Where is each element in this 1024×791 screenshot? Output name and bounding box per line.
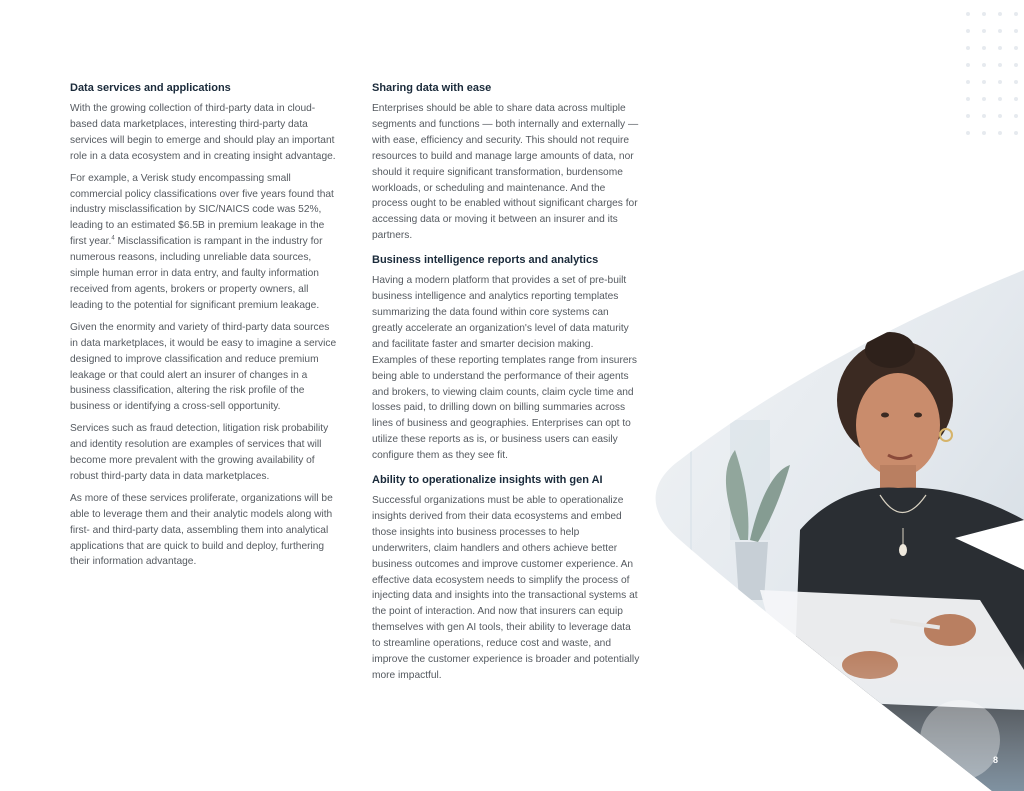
section-sharing-data <box>372 80 640 244</box>
decorative-dot <box>982 80 986 84</box>
paragraph: Successful organizations must be able to operationalize insights derived from their data ecosystems and embed those insights into business processes to help underwriters, claim handlers and others achieve better business outcomes and improve customer experience. An effective data ecosystem needs to simplify the process of injecting data and insights into the transactional systems at the point of interaction. And now that insurers can equip themselves with gen AI tools, their ability to leverage data to streamline operations, reduce cost and waste, and improve the customer experience is broader and potentially more impactful. <box>372 495 640 681</box>
decorative-dot <box>1014 29 1018 33</box>
decorative-dot <box>1014 63 1018 67</box>
paragraph: As more of these services proliferate, organizations will be able to leverage them and their analytic models along with first- and third-party data, assembling them into analytical applications that are quick to build and deploy, furthering their information advantage. <box>70 492 333 568</box>
decorative-dot <box>966 97 970 101</box>
decorative-dot <box>1014 80 1018 84</box>
dot-grid-decoration <box>964 0 1024 150</box>
decorative-dot <box>998 97 1002 101</box>
decorative-dot <box>966 63 970 67</box>
decorative-dot <box>966 29 970 33</box>
decorative-dot <box>998 131 1002 135</box>
paragraph-text-cont: Misclassification is rampant in the industry for numerous reasons, including unreliable data sources, simple human error in data entry, and faulty information received from agents, brokers or property owners, all leading to the potential for significant premium leakage. <box>70 236 323 311</box>
decorative-dot <box>1014 114 1018 118</box>
decorative-dot <box>998 63 1002 67</box>
decorative-dot <box>1014 131 1018 135</box>
decorative-dot <box>982 29 986 33</box>
paragraph-text: For example, a Verisk study encompassing small commercial policy classifications over five years found that industry misclassification by SIC/NAICS code was 52%, leading to an estimated $6.5B in premium leakage in the first year. <box>70 172 334 248</box>
middle-column <box>372 80 640 692</box>
decorative-dot <box>998 12 1002 16</box>
decorative-dot <box>1014 97 1018 101</box>
decorative-dot <box>1014 12 1018 16</box>
decorative-dot <box>982 46 986 50</box>
heading-bi-reports: Business intelligence reports and analytics <box>372 254 599 267</box>
paragraph: Having a modern platform that provides a set of pre-built business intelligence and analytics reporting templates summarizing the data found within core systems can greatly accelerate an organization's level of data maturity and facilitate faster and smarter decision making. Examples of these reporting templates range from insurers being able to understand the performance of their agents and brokers, to viewing claim counts, claim cycle time and losses paid, to drilling down on billing summaries across lines of business and geographies. Enterprises can opt to utilize these reports as is, or business users can easily configure them as they see fit. <box>372 275 637 462</box>
decorative-dot <box>982 114 986 118</box>
decorative-dot <box>966 114 970 118</box>
decorative-dot <box>998 80 1002 84</box>
decorative-dot <box>982 97 986 101</box>
decorative-dot <box>982 63 986 67</box>
paragraph: With the growing collection of third-party data in cloud-based data marketplaces, interesting third-party data services will begin to emerge and should play an important role in a data ecosystem and in creating insight advantage. <box>70 103 336 162</box>
decorative-dot <box>966 12 970 16</box>
decorative-dot <box>982 131 986 135</box>
paragraph: Enterprises should be able to share data across multiple segments and functions — both internally and externally — with ease, efficiency and security. This should not require resources to build and manage large amounts of data, nor should it require significant transformation, burdensome workloads, or scheduling and maintenance. And the process ought to be enabled without significant charges for accessing data or moving it between an insurer and its partners. <box>372 103 639 242</box>
left-column <box>70 80 338 576</box>
decorative-dot <box>998 46 1002 50</box>
section-gen-ai <box>372 472 640 684</box>
decorative-dot <box>1014 46 1018 50</box>
paragraph: Given the enormity and variety of third-party data sources in data marketplaces, it would be easy to imagine a service designed to improve classification and reduce premium leakage or that could alert an insurer of changes in a business classification, altering the risk profile of the business or identifying a cross-sell opportunity. <box>70 321 337 413</box>
decorative-dot <box>998 114 1002 118</box>
heading-data-services: Data services and applications <box>70 82 231 94</box>
decorative-dot <box>966 80 970 84</box>
decorative-dot <box>966 46 970 50</box>
paragraph: Services such as fraud detection, litigation risk probability and identity resolution are examples of services that will become more prevalent with the growing availability of robust third-party data in data marketplaces. <box>70 423 329 482</box>
paragraph-verisk <box>70 171 338 314</box>
section-bi-reports <box>372 252 640 464</box>
decorative-dot <box>966 131 970 135</box>
decorative-dot <box>982 12 986 16</box>
decorative-dot <box>998 29 1002 33</box>
page-number: 8 <box>992 755 998 765</box>
heading-gen-ai: Ability to operationalize insights with gen AI <box>372 474 603 487</box>
section-data-services <box>70 80 338 570</box>
chevron-photo-woman-reviewing-documents <box>640 270 1024 791</box>
footnote-mark: 4 <box>111 235 115 242</box>
heading-sharing-data: Sharing data with ease <box>372 82 492 94</box>
